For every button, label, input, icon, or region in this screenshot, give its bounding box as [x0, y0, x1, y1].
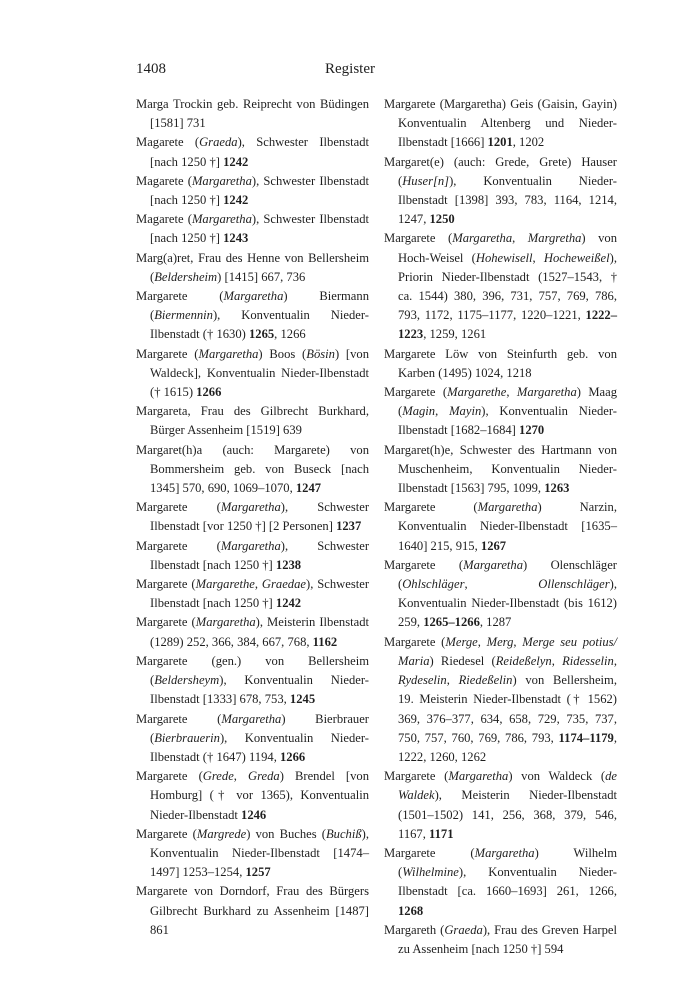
- register-entry: Margarete (Margaretha) Geis (Gaisin, Gayin) Konventualin Altenberg und Nieder-Ilbenstadt [1666] 1201, 1202: [384, 97, 617, 150]
- register-entry: Margareta, Frau des Gilbrecht Burkhard, Bürger Assenheim [1519] 639: [136, 404, 369, 438]
- register-entry: Margarete (Margaretha) Boos (Bösin) [von Waldeck], Konventualin Nieder-Ilbenstadt († 1615) 1266: [136, 346, 369, 400]
- register-entry: Margarete (Margaretha) Bierbrauer (Bierbrauerin), Konventualin Nieder-Ilbenstadt († 1647) 1194, 1266: [136, 711, 370, 764]
- running-title: Register: [325, 61, 375, 77]
- left-column: [136, 95, 369, 940]
- register-entry: Margaret(h)a (auch: Margarete) von Bommersheim geb. von Buseck [nach 1345] 570, 690, 1069–1070, 1247: [136, 442, 369, 496]
- register-entry: Margarete (Margaretha) von Waldeck (de Waldek), Meisterin Nieder-Ilbenstadt (1501–1502) 141, 256, 368, 379, 546, 1167, 1171: [384, 769, 617, 841]
- register-entry: Margaret(e) (auch: Grede, Grete) Hauser (Huser[n]), Konventualin Nieder-Ilbenstadt [1398] 393, 783, 1164, 1214, 1247, 1250: [384, 154, 617, 227]
- register-entry: Margarete (Margarethe, Graedae), Schwester Ilbenstadt [nach 1250 †] 1242: [136, 577, 370, 611]
- register-entry: Marga Trockin geb. Reiprecht von Büdingen [1581] 731: [136, 97, 369, 131]
- register-entry: Margarete (Margaretha, Margretha) von Hoch-Weisel (Hohewisell, Hocheweißel), Priorin Nieder-Ilbenstadt (1527–1543, † ca. 1544) 380, 396, 731, 757, 769, 786, 793, 1172, 1175–1177, 1220–1221, 1222–1223, 1259, 1261: [384, 231, 617, 342]
- register-entry: Margarete (gen.) von Bellersheim (Beldersheym), Konventualin Nieder-Ilbenstadt [1333] 678, 753, 1245: [136, 653, 369, 707]
- register-entry: Margarete (Merge, Merg, Merge seu potius/ Maria) Riedesel (Reideßelyn, Ridesselin, Rydeselin, Riedeßelin) von Bellersheim, 19. Meisterin Nieder-Ilbenstadt († 1562) 369, 376–377, 634, 658, 729, 735, 737, 750, 757, 760, 769, 786, 793, 1174–1179, 1222, 1260, 1262: [384, 634, 618, 764]
- register-entry: Magarete (Margaretha), Schwester Ilbenstadt [nach 1250 †] 1242: [136, 173, 370, 208]
- register-entry: Margarete (Margrede) von Buches (Buchiß), Konventualin Nieder-Ilbenstadt [1474–1497] 1253–1254, 1257: [136, 826, 369, 880]
- register-entry: Margarete (Margaretha), Meisterin Ilbenstadt (1289) 252, 366, 384, 667, 768, 1162: [136, 615, 369, 649]
- page-number: 1408: [136, 61, 166, 77]
- register-entry: Marg(a)ret, Frau des Henne von Bellersheim (Beldersheim) [1415] 667, 736: [136, 250, 369, 284]
- register-entry: Margarete (Margarethe, Margaretha) Maag (Magin, Mayin), Konventualin Nieder-Ilbenstadt [1682–1684] 1270: [384, 385, 617, 438]
- register-entry: Margarete (Margaretha) Biermann (Biermennin), Konventualin Nieder-Ilbenstadt († 1630) 1265, 1266: [136, 289, 369, 342]
- register-entry: Margarete (Margaretha) Olenschläger (Ohlschläger, Ollenschläger), Konventualin Nieder-Ilbenstadt (bis 1612) 259, 1265–1266, 1287: [384, 557, 618, 630]
- right-column: [384, 95, 617, 959]
- register-entry: Margareth (Graeda), Frau des Greven Harpel zu Assenheim [nach 1250 †] 594: [384, 922, 617, 956]
- register-entry: Magarete (Graeda), Schwester Ilbenstadt [nach 1250 †] 1242: [136, 135, 369, 169]
- register-entry: Margarete (Margaretha) Narzin, Konventualin Nieder-Ilbenstadt [1635–1640] 215, 915, 1267: [384, 500, 617, 553]
- register-entry: Margarete Löw von Steinfurth geb. von Karben (1495) 1024, 1218: [384, 346, 617, 380]
- register-entry: Margarete (Margaretha), Schwester Ilbenstadt [nach 1250 †] 1238: [136, 538, 370, 572]
- register-entry: Margarete (Margaretha), Schwester Ilbenstadt [vor 1250 †] [2 Personen] 1237: [136, 500, 370, 534]
- register-entry: Margaret(h)e, Schwester des Hartmann von Muschenheim, Konventualin Nieder-Ilbenstadt [1563] 795, 1099, 1263: [384, 442, 617, 496]
- register-entry: Magarete (Margaretha), Schwester Ilbenstadt [nach 1250 †] 1243: [136, 212, 370, 246]
- register-entry: Margarete (Grede, Greda) Brendel [von Homburg] († vor 1365), Konventualin Nieder-Ilbenstadt 1246: [136, 769, 370, 822]
- register-entry: Margarete von Dorndorf, Frau des Bürgers Gilbrecht Burkhard zu Assenheim [1487] 861: [136, 884, 369, 937]
- register-entry: Margarete (Margaretha) Wilhelm (Wilhelmine), Konventualin Nieder-Ilbenstadt [ca. 1660–1693] 261, 1266, 1268: [384, 845, 617, 918]
